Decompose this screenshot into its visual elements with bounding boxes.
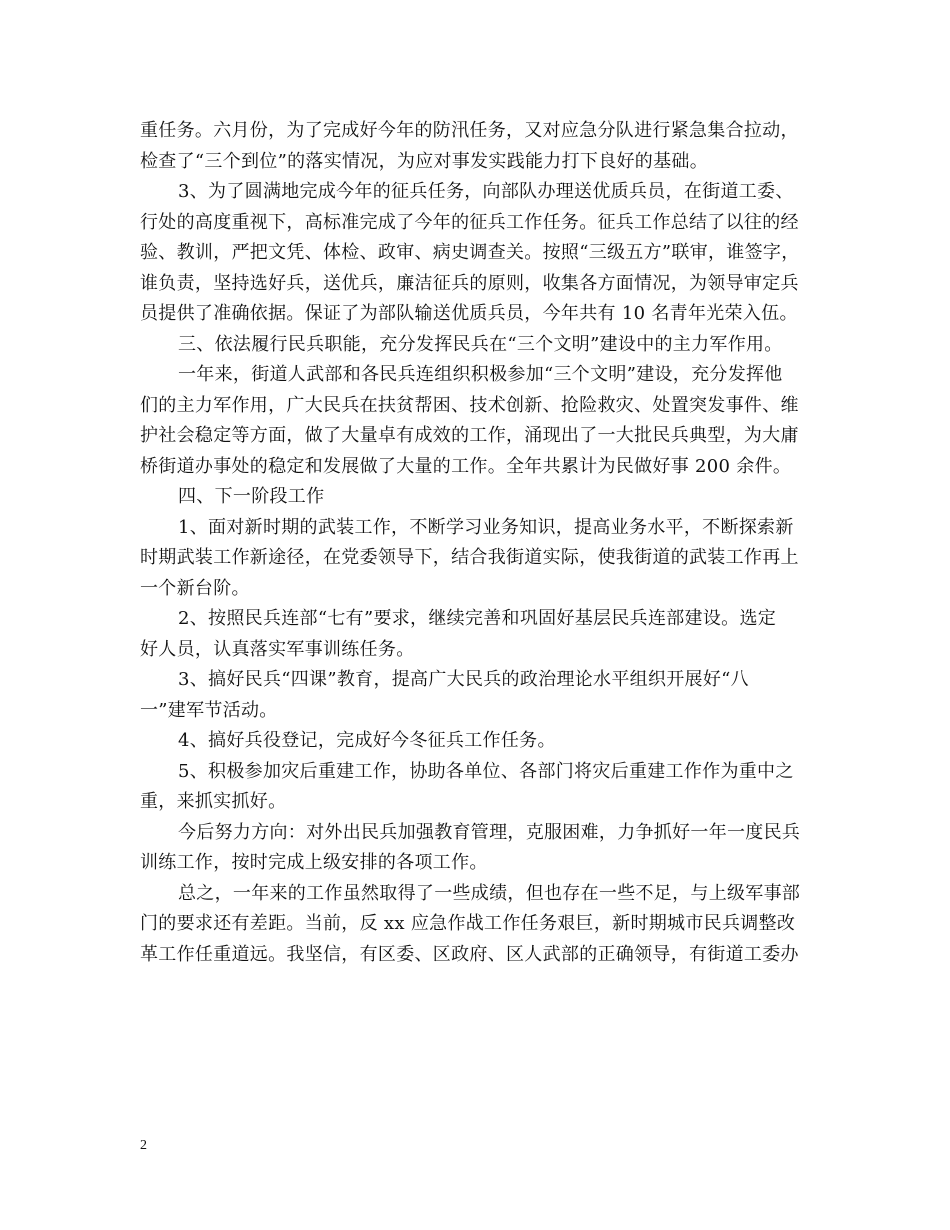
text-line: 员提供了准确依据。保证了为部队输送优质兵员，今年共有 10 名青年光荣入伍。 <box>140 303 798 324</box>
text-line: 谁负责，坚持选好兵，送优兵，廉洁征兵的原则，收集各方面情况，为领导审定兵 <box>140 272 799 294</box>
paragraph-4 <box>140 513 820 605</box>
paragraph-1 <box>140 116 820 177</box>
section-heading-4 <box>140 482 820 513</box>
text-line: 重，来抓实抓好。 <box>140 791 287 812</box>
text-line: 1、面对新时期的武装工作，不断学习业务知识，提高业务水平，不断探索新 <box>178 516 794 538</box>
text-line: 今后努力方向：对外出民兵加强教育管理，克服困难，力争抓好一年一度民兵 <box>178 821 801 843</box>
text-line: 3、为了圆满地完成今年的征兵任务，向部队办理送优质兵员，在街道工委、 <box>178 181 794 202</box>
text-line: 时期武装工作新途径，在党委领导下，结合我街道实际，使我街道的武装工作再上 <box>140 547 799 568</box>
text-line: 门的要求还有差距。当前，反 xx 应急作战工作任务艰巨，新时期城市民兵调整改 <box>140 913 796 934</box>
text-line: 训练工作，按时完成上级安排的各项工作。 <box>140 852 488 873</box>
paragraph-3 <box>140 360 820 482</box>
paragraph-7 <box>140 726 820 757</box>
text-line: 一年来，街道人武部和各民兵连组织积极参加“三个文明”建设，充分发挥他 <box>178 364 783 385</box>
paragraph-5 <box>140 604 820 665</box>
text-line: 重任务。六月份，为了完成好今年的防汛任务，又对应急分队进行紧急集合拉动， <box>140 120 799 141</box>
text-line: 总之，一年来的工作虽然取得了一些成绩，但也存在一些不足，与上级军事部 <box>178 882 801 904</box>
text-line: 4、搞好兵役登记，完成好今冬征兵工作任务。 <box>178 730 556 751</box>
text-line: 们的主力军作用，广大民兵在扶贫帮困、技术创新、抢险救灾、处置突发事件、维 <box>140 394 799 416</box>
section-heading-3 <box>140 330 820 361</box>
text-line: 革工作任重道远。我坚信，有区委、区政府、区人武部的正确领导，有街道工委办 <box>140 943 799 965</box>
text-line: 行处的高度重视下，高标准完成了今年的征兵工作任务。征兵工作总结了以往的经 <box>140 211 799 233</box>
document-body <box>140 116 820 970</box>
text-line: 四、下一阶段工作 <box>178 486 325 507</box>
paragraph-2 <box>140 177 820 330</box>
text-line: 验、教训，严把文凭、体检、政审、病史调查关。按照“三级五方”联审，谁签字， <box>140 242 800 263</box>
text-line: 护社会稳定等方面，做了大量卓有成效的工作，涌现出了一大批民兵典型，为大庸 <box>140 425 799 446</box>
text-line: 3、搞好民兵“四课”教育，提高广大民兵的政治理论水平组织开展好“八 <box>178 669 749 690</box>
paragraph-9 <box>140 818 820 879</box>
text-line: 桥街道办事处的稳定和发展做了大量的工作。全年共累计为民做好事 200 余件。 <box>140 455 792 477</box>
paragraph-10 <box>140 879 820 971</box>
paragraph-6 <box>140 665 820 726</box>
text-line: 三、依法履行民兵职能，充分发挥民兵在“三个文明”建设中的主力军作用。 <box>178 333 783 355</box>
text-line: 一”建军节活动。 <box>140 699 278 721</box>
page-number: 2 <box>140 1138 147 1153</box>
paragraph-8 <box>140 757 820 818</box>
text-line: 5、积极参加灾后重建工作，协助各单位、各部门将灾后重建工作作为重中之 <box>178 760 794 782</box>
text-line: 好人员，认真落实军事训练任务。 <box>140 638 415 660</box>
text-line: 2、按照民兵连部“七有”要求，继续完善和巩固好基层民兵连部建设。选定 <box>178 608 777 629</box>
text-line: 检查了“三个到位”的落实情况，为应对事发实践能力打下良好的基础。 <box>140 150 709 172</box>
text-line: 一个新台阶。 <box>140 577 250 599</box>
